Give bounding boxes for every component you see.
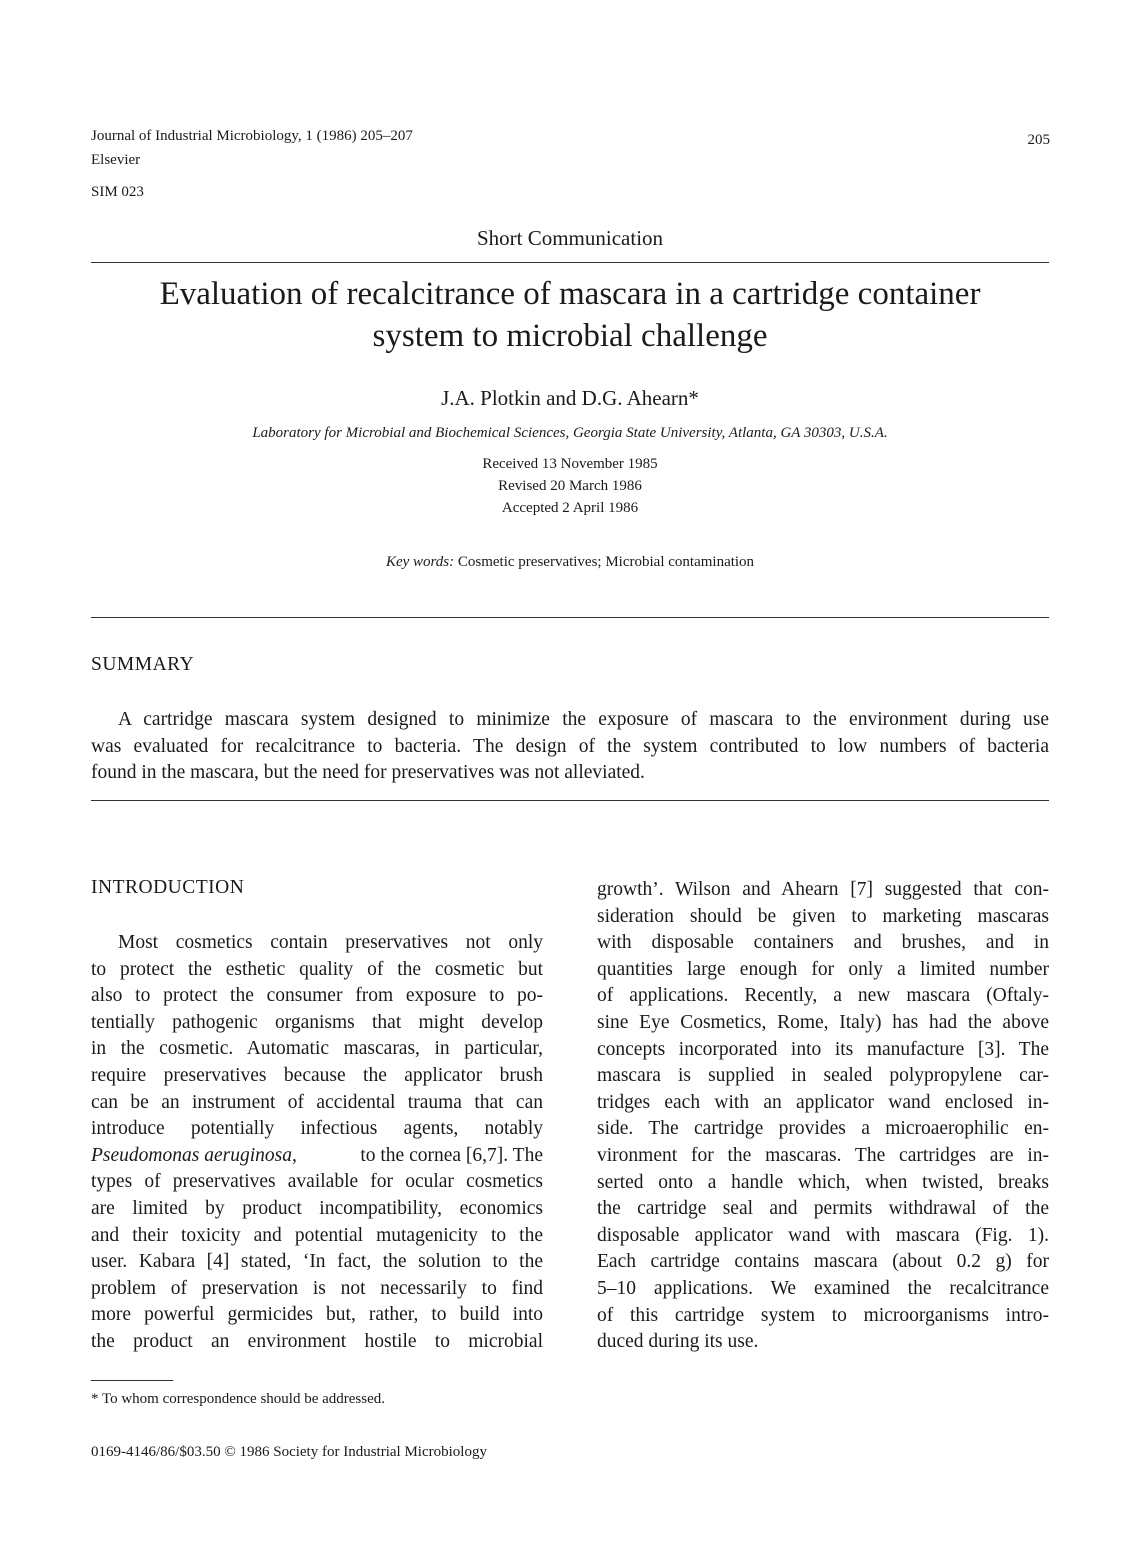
intro-line: types of preservatives available for ocular cosmetics [91, 1171, 543, 1193]
intro-line: side. The cartridge provides a microaerophilic en- [597, 1118, 1049, 1140]
publisher: Elsevier [91, 152, 141, 168]
intro-line: require preservatives because the applicator brush [91, 1064, 543, 1086]
intro-line: sideration should be given to marketing mascaras [597, 905, 1049, 927]
intro-line: the product an environment hostile to microbial [91, 1330, 543, 1352]
intro-line: disposable applicator wand with mascara (Fig. 1). [597, 1224, 1049, 1246]
copyright-line: 0169-4146/86/$03.50 © 1986 Society for Industrial Microbiology [91, 1444, 487, 1460]
summary-rule-top [91, 617, 1049, 618]
intro-line: also to protect the consumer from exposure to po- [91, 985, 543, 1007]
intro-line: sine Eye Cosmetics, Rome, Italy) has had the above [597, 1011, 1049, 1033]
intro-line: the cartridge seal and permits withdrawal of the [597, 1198, 1049, 1220]
intro-left-column [91, 930, 543, 1356]
intro-line: 5–10 applications. We examined the recalcitrance [597, 1277, 1049, 1299]
affiliation: Laboratory for Microbial and Biochemical Sciences, Georgia State University, Atlanta, GA 30303, U.S.A. [252, 425, 888, 441]
intro-line: quantities large enough for only a limited number [597, 958, 1049, 980]
intro-line: Most cosmetics contain preservatives not only [118, 932, 543, 953]
article-type: Short Communication [476, 226, 664, 250]
intro-line: with disposable containers and brushes, and in [597, 932, 1049, 954]
article-code: SIM 023 [91, 184, 144, 200]
intro-line: more powerful germicides but, rather, to build into [91, 1304, 543, 1326]
intro-line: serted onto a handle which, when twisted, breaks [597, 1171, 1049, 1193]
title-line-1: Evaluation of recalcitrance of mascara in a cartridge container [159, 276, 981, 312]
intro-line: problem of preservation is not necessarily to find [91, 1277, 543, 1299]
received-date: Received 13 November 1985 [482, 456, 658, 472]
intro-line: tentially pathogenic organisms that might develop [91, 1011, 543, 1033]
accepted-date: Accepted 2 April 1986 [501, 500, 639, 516]
journal-citation: Journal of Industrial Microbiology, 1 (1986) 205–207 [91, 128, 413, 144]
footnote-rule [91, 1380, 173, 1381]
title-rule-top [91, 262, 1049, 263]
intro-line: of this cartridge system to microorganisms intro- [597, 1304, 1049, 1326]
intro-line: vironment for the mascaras. The cartridges are in- [597, 1144, 1049, 1166]
revised-date: Revised 20 March 1986 [498, 478, 642, 494]
intro-line: of applications. Recently, a new mascara (Oftaly- [597, 985, 1049, 1007]
intro-line: growth’. Wilson and Ahearn [7] suggested that con- [597, 879, 1049, 900]
species-name: Pseudomonas aeruginosa, [91, 1144, 297, 1166]
intro-line: introduce potentially infectious agents, notably [91, 1118, 543, 1140]
summary-line: was evaluated for recalcitrance to bacteria. The design of the system contributed to low numbers of bacteria [91, 735, 1049, 757]
intro-line [91, 1143, 543, 1170]
intro-line: in the cosmetic. Automatic mascaras, in particular, [91, 1038, 543, 1060]
intro-line: duced during its use. [597, 1331, 759, 1353]
summary-rule-bottom [91, 800, 1049, 801]
footnote: * To whom correspondence should be addressed. [91, 1391, 386, 1407]
intro-line: tridges each with an applicator wand enclosed in- [597, 1091, 1049, 1113]
page-number: 205 [1027, 132, 1050, 148]
summary-heading: SUMMARY [91, 654, 195, 675]
authors: J.A. Plotkin and D.G. Ahearn* [441, 386, 699, 410]
intro-line: concepts incorporated into its manufacture [3]. The [597, 1038, 1049, 1060]
title-line-2: system to microbial challenge [372, 318, 768, 354]
article-title [60, 273, 1080, 357]
keywords [91, 551, 1049, 573]
intro-line: are limited by product incompatibility, economics [91, 1197, 543, 1219]
introduction-heading: INTRODUCTION [91, 877, 245, 898]
summary-body [91, 707, 1049, 787]
keywords-text: Cosmetic preservatives; Microbial contamination [457, 554, 755, 570]
intro-line-rest: to the cornea [6,7]. The [360, 1144, 543, 1166]
intro-line: user. Kabara [4] stated, ‘In fact, the solution to the [91, 1251, 543, 1273]
intro-line: to protect the esthetic quality of the cosmetic but [91, 958, 543, 980]
summary-line: A cartridge mascara system designed to minimize the exposure of mascara to the environment during use [118, 709, 1049, 730]
intro-line: and their toxicity and potential mutagenicity to the [91, 1224, 543, 1246]
intro-line: Each cartridge contains mascara (about 0.2 g) for [597, 1251, 1049, 1273]
intro-line: mascara is supplied in sealed polypropylene car- [597, 1065, 1049, 1087]
intro-right-column [597, 877, 1049, 1356]
intro-line: can be an instrument of accidental trauma that can [91, 1091, 543, 1113]
summary-line: found in the mascara, but the need for preservatives was not alleviated. [91, 762, 645, 783]
keywords-label: Key words: [385, 554, 455, 570]
